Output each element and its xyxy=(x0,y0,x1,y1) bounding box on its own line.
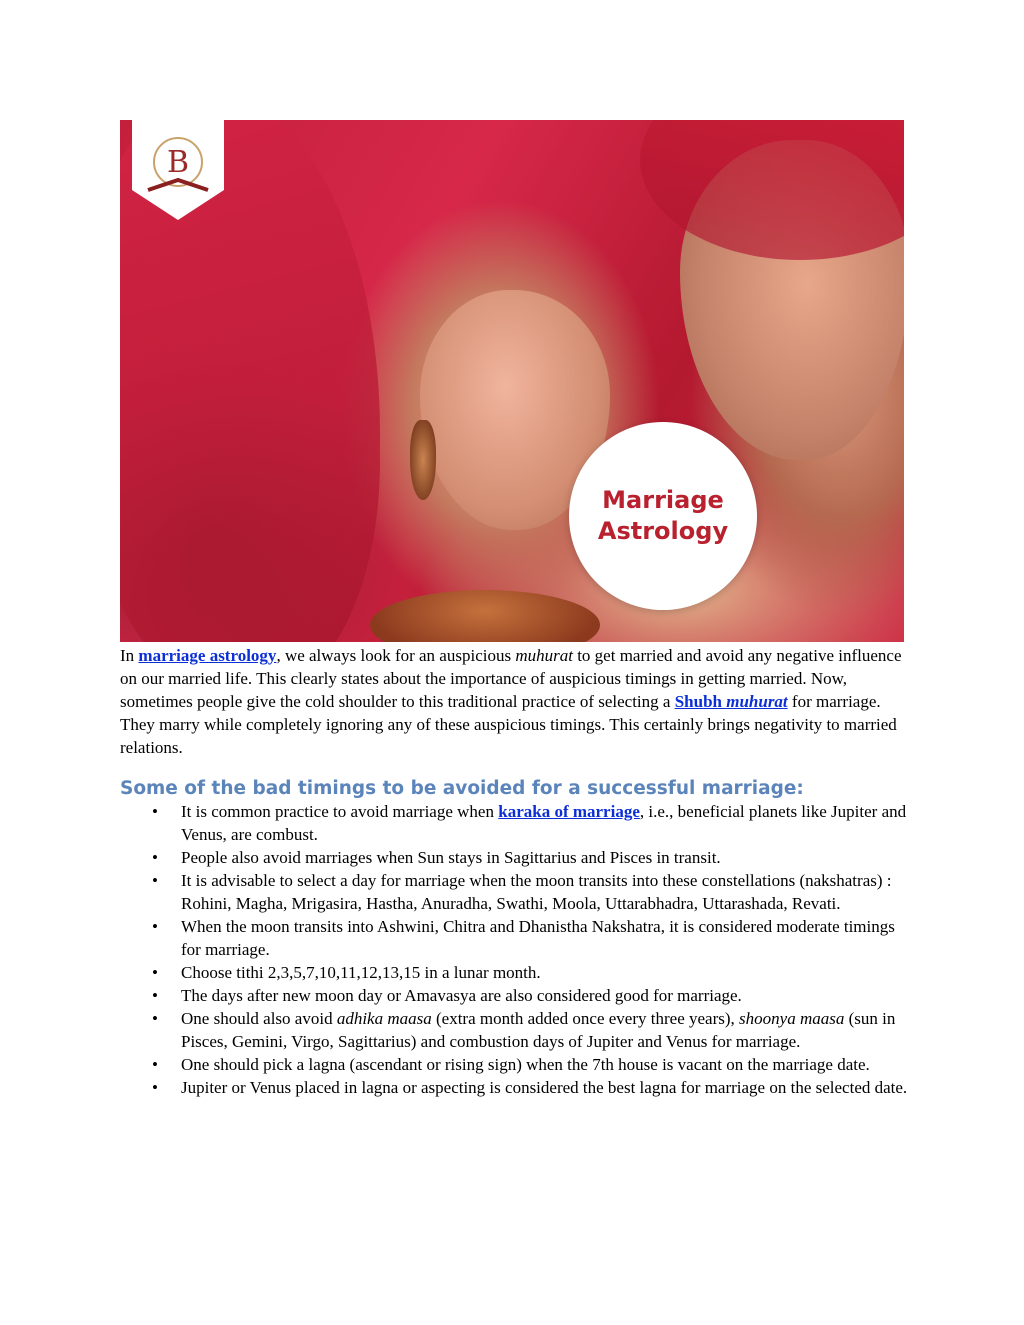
earring xyxy=(410,420,436,500)
list-item-text: , i.e., beneficial planets like Jupiter and Venus, are combust. xyxy=(181,802,907,844)
intro-text: to get married and avoid any negative influence on our married life. This clearly states about the importance of auspicious timings in getting married. Now, sometimes people give the cold shoulder to this traditional practice of selecting a xyxy=(120,646,902,711)
list-item xyxy=(120,800,910,846)
list-item: • One should pick a lagna (ascendant or rising sign) when the 7th house is vacant on the marriage date. xyxy=(120,1053,910,1076)
list-item-text: (sun in Pisces, Gemini, Virgo, Sagittarius) and combustion days of Jupiter and Venus for marriage. xyxy=(181,1009,896,1051)
list-item xyxy=(120,1007,910,1053)
brand-logo-icon xyxy=(132,120,224,220)
shubh-muhurat-link-text: Shubh xyxy=(674,692,727,711)
section-heading: Some of the bad timings to be avoided for a successful marriage: xyxy=(120,778,804,799)
list-item-text: (extra month added once every three years), xyxy=(431,1009,740,1028)
badge-line-1: Marriage xyxy=(602,486,724,514)
shubh-muhurat-link[interactable] xyxy=(675,692,788,711)
hero-image xyxy=(120,120,904,642)
red-veil-right xyxy=(640,120,904,260)
list-item: • People also avoid marriages when Sun stays in Sagittarius and Pisces in transit. xyxy=(120,846,910,869)
list-item-text: One should also avoid xyxy=(181,1009,337,1028)
intro-text: In xyxy=(120,646,139,665)
shoonya-maasa-term: shoonya maasa xyxy=(739,1009,845,1028)
intro-text: for marriage. They marry while completely ignoring any of these auspicious timings. This certainly brings negativity to married relations. xyxy=(120,692,897,757)
list-item: • When the moon transits into Ashwini, Chitra and Dhanistha Nakshatra, it is considered moderate timings for marriage. xyxy=(120,915,910,961)
necklace xyxy=(370,590,600,642)
karaka-of-marriage-link[interactable]: karaka of marriage xyxy=(498,802,640,821)
list-item: • The days after new moon day or Amavasya are also considered good for marriage. xyxy=(120,984,910,1007)
intro-paragraph xyxy=(120,644,910,759)
marriage-astrology-link[interactable]: marriage astrology xyxy=(138,646,277,665)
timings-list xyxy=(120,800,910,1099)
marriage-astrology-badge xyxy=(569,422,757,610)
list-item: • It is advisable to select a day for marriage when the moon transits into these constellations (nakshatras) : Rohini, Magha, Mrigasira, Hastha, Anuradha, Swathi, Moola, Uttarabhadra, Uttarashada, Revati. xyxy=(120,869,910,915)
adhika-maasa-term: adhika maasa xyxy=(336,1009,432,1028)
list-item: • Choose tithi 2,3,5,7,10,11,12,13,15 in a lunar month. xyxy=(120,961,910,984)
shubh-muhurat-link-italic: muhurat xyxy=(726,692,788,711)
svg-text:B: B xyxy=(166,145,190,180)
muhurat-term: muhurat xyxy=(515,646,573,665)
intro-text: , we always look for an auspicious xyxy=(276,646,516,665)
list-item-text: It is common practice to avoid marriage when xyxy=(181,802,499,821)
badge-line-2: Astrology xyxy=(597,517,729,545)
list-item: • Jupiter or Venus placed in lagna or aspecting is considered the best lagna for marriage on the selected date. xyxy=(120,1076,910,1099)
